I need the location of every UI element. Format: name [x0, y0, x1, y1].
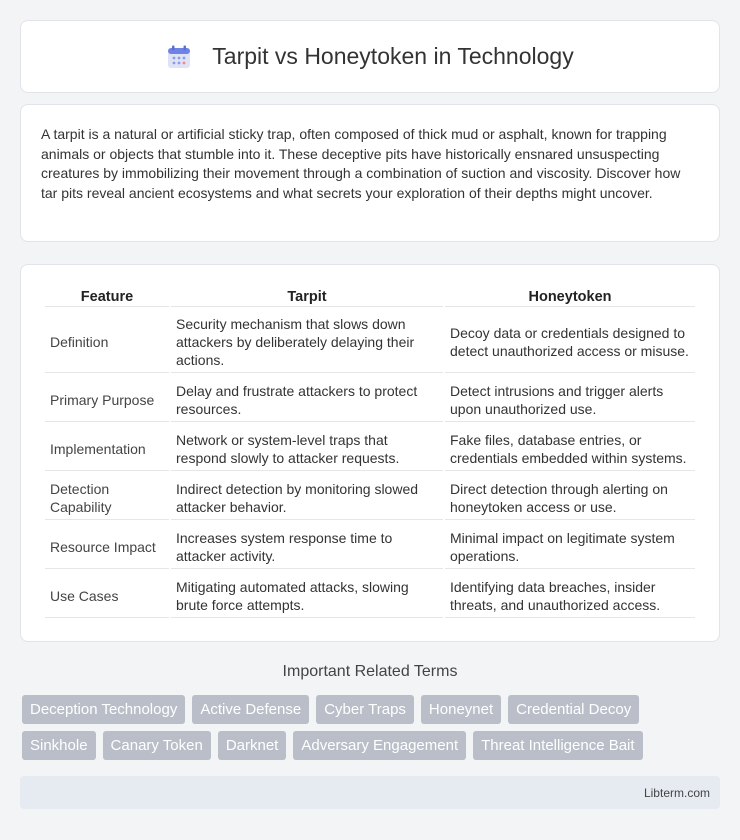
honeytoken-cell: Decoy data or credentials designed to detect unauthorized access or misuse. — [445, 309, 695, 373]
honeytoken-cell: Identifying data breaches, insider threats, and unauthorized access. — [445, 571, 695, 618]
related-term-tag[interactable]: Honeynet — [421, 695, 501, 724]
tarpit-cell: Security mechanism that slows down attackers by deliberately delaying their actions. — [171, 309, 443, 373]
comparison-table — [43, 285, 697, 620]
related-term-tag[interactable]: Darknet — [218, 731, 287, 760]
column-header-honeytoken: Honeytoken — [445, 287, 695, 307]
related-term-tag[interactable]: Threat Intelligence Bait — [473, 731, 642, 760]
feature-cell: Use Cases — [45, 571, 169, 618]
honeytoken-cell: Direct detection through alerting on honeytoken access or use. — [445, 473, 695, 520]
table-row — [45, 522, 695, 569]
table-row — [45, 309, 695, 373]
related-term-tag[interactable]: Canary Token — [103, 731, 211, 760]
footer-site-link[interactable]: Libterm.com — [643, 785, 710, 800]
feature-cell: Detection Capability — [45, 473, 169, 520]
table-header-row — [45, 287, 695, 307]
table-row — [45, 571, 695, 618]
related-term-tag[interactable]: Deception Technology — [22, 695, 185, 724]
related-term-tag[interactable]: Credential Decoy — [508, 695, 639, 724]
footer — [20, 776, 720, 809]
related-terms-list — [22, 695, 722, 767]
feature-cell: Primary Purpose — [45, 375, 169, 422]
table-row — [45, 424, 695, 471]
comparison-table-card — [20, 264, 720, 642]
honeytoken-cell: Fake files, database entries, or credentials embedded within systems. — [445, 424, 695, 471]
feature-cell: Resource Impact — [45, 522, 169, 569]
honeytoken-cell: Detect intrusions and trigger alerts upon unauthorized use. — [445, 375, 695, 422]
related-term-tag[interactable]: Active Defense — [192, 695, 309, 724]
column-header-tarpit: Tarpit — [171, 287, 443, 307]
feature-cell: Definition — [45, 309, 169, 373]
feature-cell: Implementation — [45, 424, 169, 471]
tarpit-cell: Mitigating automated attacks, slowing brute force attempts. — [171, 571, 443, 618]
header-card — [20, 20, 720, 93]
related-term-tag[interactable]: Adversary Engagement — [293, 731, 466, 760]
honeytoken-cell: Minimal impact on legitimate system operations. — [445, 522, 695, 569]
tarpit-cell: Network or system-level traps that respond slowly to attacker requests. — [171, 424, 443, 471]
table-row — [45, 473, 695, 520]
related-term-tag[interactable]: Cyber Traps — [316, 695, 414, 724]
page-title: Tarpit vs Honeytoken in Technology — [212, 43, 574, 69]
tarpit-cell: Increases system response time to attacker activity. — [171, 522, 443, 569]
calendar-icon — [166, 44, 192, 70]
intro-card — [20, 104, 720, 242]
intro-text: A tarpit is a natural or artificial sticky trap, often composed of thick mud or asphalt, known for trapping animals or objects that stumble into it. These deceptive pits have historically ensnared unsuspecting creatures by immobilizing their movement through a combination of suction and viscosity. Discover how tar pits reveal ancient ecosystems and what secrets your exploration of their depths might uncover. — [41, 126, 681, 201]
tarpit-cell: Indirect detection by monitoring slowed attacker behavior. — [171, 473, 443, 520]
related-terms-title: Important Related Terms — [282, 663, 458, 680]
related-term-tag[interactable]: Sinkhole — [22, 731, 96, 760]
tarpit-cell: Delay and frustrate attackers to protect resources. — [171, 375, 443, 422]
table-row — [45, 375, 695, 422]
column-header-feature: Feature — [45, 287, 169, 307]
